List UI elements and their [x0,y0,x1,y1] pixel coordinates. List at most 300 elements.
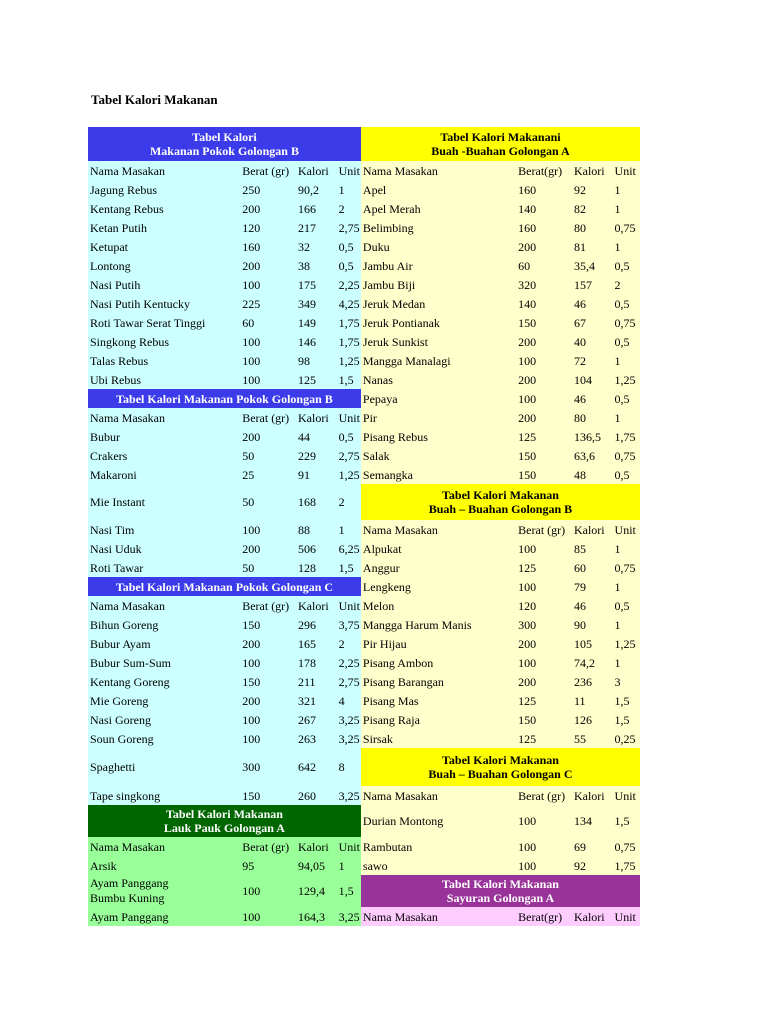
right-cell: Duku [361,237,516,256]
right-cell: 60 [516,256,572,275]
left-cell: 200 [240,427,296,446]
left-cell: 100 [240,710,296,729]
left-cell: 2,75 [337,446,361,465]
left-cell: 321 [296,691,337,710]
section-header-line: Tabel Kalori Makanan [166,807,283,821]
table-row [88,875,640,907]
left-cell: 225 [240,294,296,313]
left-cell: 8 [337,748,361,786]
table-row [88,427,640,446]
right-cell: Kalori [572,520,613,539]
table-row [88,577,640,596]
left-cell: 91 [296,465,337,484]
right-cell: 125 [516,427,572,446]
right-cell: 100 [516,856,572,875]
right-cell: 150 [516,710,572,729]
table-row [88,370,640,389]
right-cell: 1 [613,577,640,596]
left-section-header [88,127,361,161]
right-cell: 1 [613,180,640,199]
right-cell: 46 [572,294,613,313]
left-cell: Ayam Panggang [88,907,240,926]
right-cell: 1,25 [613,634,640,653]
right-cell: Apel [361,180,516,199]
left-cell: 300 [240,748,296,786]
right-cell: 150 [516,446,572,465]
left-cell: 100 [240,520,296,539]
left-cell: Unit [337,161,361,180]
right-cell: Anggur [361,558,516,577]
right-cell: 0,5 [613,596,640,615]
left-cell: 217 [296,218,337,237]
right-cell: Pisang Rebus [361,427,516,446]
right-cell: Sirsak [361,729,516,748]
left-cell: 50 [240,446,296,465]
left-cell: Nasi Putih [88,275,240,294]
left-cell: Unit [337,596,361,615]
section-header-line: Buah – Buahan Golongan B [428,502,573,516]
right-cell: 1,5 [613,691,640,710]
table-row [88,180,640,199]
right-cell: Berat (gr) [516,520,572,539]
right-section-header [361,127,640,161]
right-cell: Kalori [572,786,613,805]
left-cell: Bihun Goreng [88,615,240,634]
section-header-line: Buah -Buahan Golongan A [431,144,570,158]
table-row [88,748,640,786]
left-cell: 166 [296,199,337,218]
right-cell: 46 [572,389,613,408]
right-cell: 157 [572,275,613,294]
section-header-line: Tabel Kalori Makanan [442,877,559,891]
right-cell: 200 [516,634,572,653]
table-row [88,256,640,275]
right-cell: 0,5 [613,465,640,484]
left-cell: Unit [337,408,361,427]
left-cell: 50 [240,484,296,520]
left-cell: 1,5 [337,558,361,577]
right-cell: 134 [572,805,613,837]
left-cell: 200 [240,539,296,558]
table-row [88,237,640,256]
right-cell: Nanas [361,370,516,389]
left-cell: Crakers [88,446,240,465]
right-cell: 11 [572,691,613,710]
table-row [88,596,640,615]
section-header-line: Tabel Kalori Makanan [442,753,559,767]
table-row [88,907,640,926]
right-cell: 0,75 [613,837,640,856]
section-header-line: Sayuran Golongan A [446,891,555,905]
table-row [88,837,640,856]
right-cell: 136,5 [572,427,613,446]
right-cell: 55 [572,729,613,748]
left-cell: 100 [240,653,296,672]
left-cell: 100 [240,370,296,389]
section-header-line: Tabel Kalori Makanan Pokok Golongan B [116,391,333,406]
left-cell: 100 [240,351,296,370]
right-cell: 1 [613,653,640,672]
right-cell: 1 [613,615,640,634]
table-row [88,294,640,313]
right-cell: 0,5 [613,294,640,313]
left-cell: 4,25 [337,294,361,313]
table-row [88,856,640,875]
section-header-line: Tabel Kalori [192,130,257,144]
left-cell: 168 [296,484,337,520]
right-cell: 1,75 [613,856,640,875]
right-cell: 1,25 [613,370,640,389]
right-cell: 1 [613,237,640,256]
left-cell: 3,25 [337,786,361,805]
left-cell: Nama Masakan [88,596,240,615]
left-cell: Arsik [88,856,240,875]
right-cell: 100 [516,577,572,596]
left-cell: 1,75 [337,313,361,332]
left-cell: 3,25 [337,907,361,926]
right-cell: 85 [572,539,613,558]
right-cell: 120 [516,596,572,615]
page-title: Tabel Kalori Makanan [91,92,218,107]
right-cell: 82 [572,199,613,218]
left-cell: 120 [240,218,296,237]
right-cell: Apel Merah [361,199,516,218]
table-row [88,446,640,465]
left-cell: Nama Masakan [88,161,240,180]
right-cell: 1,5 [613,710,640,729]
table-row [88,275,640,294]
left-cell: Mie Goreng [88,691,240,710]
left-cell: 2 [337,484,361,520]
left-cell: 3,75 [337,615,361,634]
right-cell: 100 [516,805,572,837]
right-cell: 140 [516,294,572,313]
left-cell: 164,3 [296,907,337,926]
section-header-line: Tabel Kalori Makanani [440,130,561,144]
right-cell: 0,5 [613,256,640,275]
right-cell: 92 [572,180,613,199]
right-cell: 126 [572,710,613,729]
table-row [88,615,640,634]
left-cell: Berat (gr) [240,161,296,180]
left-cell: 4 [337,691,361,710]
right-cell: sawo [361,856,516,875]
table-row [88,161,640,180]
left-cell: Spaghetti [88,748,240,786]
left-cell: 1 [337,520,361,539]
left-cell: Bubur Sum-Sum [88,653,240,672]
right-cell: 63,6 [572,446,613,465]
left-cell: 1,75 [337,332,361,351]
left-cell: 178 [296,653,337,672]
left-cell: Jagung Rebus [88,180,240,199]
right-cell: Berat(gr) [516,161,572,180]
right-cell: 300 [516,615,572,634]
left-cell: 642 [296,748,337,786]
right-cell: Pir [361,408,516,427]
left-cell: Roti Tawar Serat Tinggi [88,313,240,332]
left-cell: 263 [296,729,337,748]
right-cell: 236 [572,672,613,691]
right-cell: 92 [572,856,613,875]
left-cell: Berat (gr) [240,596,296,615]
right-cell: Nama Masakan [361,161,516,180]
table-row [88,484,640,520]
left-cell: 38 [296,256,337,275]
left-cell: 200 [240,691,296,710]
left-cell: 2,75 [337,672,361,691]
right-cell: 35,4 [572,256,613,275]
table-row [88,805,640,837]
right-cell: 1 [613,199,640,218]
right-cell: Pisang Raja [361,710,516,729]
table-row [88,218,640,237]
left-cell: 100 [240,729,296,748]
right-cell: 1 [613,539,640,558]
left-cell: 1,25 [337,465,361,484]
right-cell: Jeruk Medan [361,294,516,313]
left-cell: 129,4 [296,875,337,907]
left-cell: 150 [240,615,296,634]
section-header-line: Lauk Pauk Golongan A [163,821,285,835]
right-cell: 0,75 [613,558,640,577]
right-cell: 105 [572,634,613,653]
right-cell: 200 [516,237,572,256]
table-row [88,313,640,332]
left-cell: Kalori [296,161,337,180]
right-cell: Mangga Harum Manis [361,615,516,634]
table-row [88,408,640,427]
right-cell: Salak [361,446,516,465]
left-cell: 2 [337,634,361,653]
left-section-header [88,389,361,408]
left-cell: 25 [240,465,296,484]
table-row [88,127,640,161]
right-cell: Unit [613,786,640,805]
right-cell: Durian Montong [361,805,516,837]
right-cell: 150 [516,313,572,332]
table-row [88,389,640,408]
right-cell: Alpukat [361,539,516,558]
left-cell: Nasi Putih Kentucky [88,294,240,313]
left-cell: 44 [296,427,337,446]
right-cell: Nama Masakan [361,786,516,805]
right-section-header [361,484,640,520]
right-cell: Berat(gr) [516,907,572,926]
left-section-header [88,805,361,837]
left-cell: 94,05 [296,856,337,875]
table-row [88,351,640,370]
right-cell: Belimbing [361,218,516,237]
table-row [88,465,640,484]
right-cell: 140 [516,199,572,218]
right-cell: 2 [613,275,640,294]
left-cell: 211 [296,672,337,691]
right-cell: Pir Hijau [361,634,516,653]
right-cell: 150 [516,465,572,484]
table-row [88,520,640,539]
right-cell: 160 [516,180,572,199]
right-cell: 46 [572,596,613,615]
left-cell: 267 [296,710,337,729]
right-cell: 0,75 [613,446,640,465]
left-cell: 100 [240,275,296,294]
left-cell: 32 [296,237,337,256]
table-row [88,710,640,729]
left-cell: 200 [240,634,296,653]
right-cell: 100 [516,389,572,408]
left-cell: 260 [296,786,337,805]
table-row [88,558,640,577]
left-cell: Mie Instant [88,484,240,520]
left-cell: 146 [296,332,337,351]
left-cell: 100 [240,875,296,907]
left-cell: Ketan Putih [88,218,240,237]
right-cell: 0,5 [613,332,640,351]
left-cell: Kalori [296,837,337,856]
left-cell: 1 [337,856,361,875]
right-cell: 3 [613,672,640,691]
left-cell: 149 [296,313,337,332]
left-cell: 0,5 [337,427,361,446]
left-section-header [88,577,361,596]
left-cell: 160 [240,237,296,256]
table-row [88,539,640,558]
right-cell: Lengkeng [361,577,516,596]
left-cell: Berat (gr) [240,408,296,427]
left-cell: 229 [296,446,337,465]
left-cell: Kentang Goreng [88,672,240,691]
right-cell: 0,25 [613,729,640,748]
right-cell: 125 [516,691,572,710]
table-row [88,729,640,748]
left-cell: Nasi Tim [88,520,240,539]
left-cell: Nama Masakan [88,837,240,856]
right-section-header [361,748,640,786]
left-cell: Nasi Goreng [88,710,240,729]
section-header-line: Makanan Pokok Golongan B [149,144,299,158]
right-cell: 125 [516,729,572,748]
left-cell: 88 [296,520,337,539]
right-cell: Mangga Manalagi [361,351,516,370]
right-cell: 104 [572,370,613,389]
right-cell: Berat (gr) [516,786,572,805]
right-cell: 81 [572,237,613,256]
right-cell: 1,5 [613,805,640,837]
right-cell: Kalori [572,907,613,926]
right-cell: Jeruk Pontianak [361,313,516,332]
left-cell: 2,25 [337,653,361,672]
left-cell: 150 [240,786,296,805]
right-cell: 74,2 [572,653,613,672]
left-cell: 50 [240,558,296,577]
right-cell: Rambutan [361,837,516,856]
left-cell: 100 [240,332,296,351]
right-cell: Nama Masakan [361,907,516,926]
right-cell: 200 [516,370,572,389]
right-cell: Jambu Air [361,256,516,275]
left-cell: 175 [296,275,337,294]
right-cell: 100 [516,837,572,856]
left-cell: 125 [296,370,337,389]
left-cell: Bubur [88,427,240,446]
table-row [88,332,640,351]
right-cell: 0,5 [613,389,640,408]
left-cell: 60 [240,313,296,332]
left-cell: 349 [296,294,337,313]
right-cell: 79 [572,577,613,596]
left-cell: 2,25 [337,275,361,294]
table-row [88,691,640,710]
right-cell: 100 [516,351,572,370]
left-cell: Kentang Rebus [88,199,240,218]
right-cell: 200 [516,332,572,351]
left-cell: 3,25 [337,729,361,748]
table-row [88,653,640,672]
right-cell: 1 [613,351,640,370]
left-cell: Soun Goreng [88,729,240,748]
right-cell: Pisang Barangan [361,672,516,691]
left-cell: Unit [337,837,361,856]
right-cell: Nama Masakan [361,520,516,539]
left-cell: 1 [337,180,361,199]
left-cell: 90,2 [296,180,337,199]
right-cell: Unit [613,907,640,926]
left-cell: Kalori [296,596,337,615]
left-cell: 165 [296,634,337,653]
section-header-line: Buah – Buahan Golongan C [428,767,573,781]
right-cell: 0,75 [613,313,640,332]
right-cell: 100 [516,653,572,672]
right-cell: Semangka [361,465,516,484]
left-cell: 296 [296,615,337,634]
left-cell: 6,25 [337,539,361,558]
left-cell: 250 [240,180,296,199]
right-cell: 80 [572,218,613,237]
right-cell: 0,75 [613,218,640,237]
left-cell: Tape singkong [88,786,240,805]
left-cell: Lontong [88,256,240,275]
right-section-header [361,875,640,907]
left-cell: Talas Rebus [88,351,240,370]
left-cell: 128 [296,558,337,577]
left-cell: Nama Masakan [88,408,240,427]
right-cell: 125 [516,558,572,577]
right-cell: Kalori [572,161,613,180]
left-cell: 3,25 [337,710,361,729]
left-cell: Makaroni [88,465,240,484]
table-row [88,199,640,218]
right-cell: Jeruk Sunkist [361,332,516,351]
left-cell: 1,5 [337,370,361,389]
right-cell: 200 [516,408,572,427]
left-cell: 95 [240,856,296,875]
left-cell: Roti Tawar [88,558,240,577]
left-cell: 100 [240,907,296,926]
right-cell: 67 [572,313,613,332]
right-cell: Jambu Biji [361,275,516,294]
right-cell: 1,75 [613,427,640,446]
left-cell: Ubi Rebus [88,370,240,389]
right-cell: Melon [361,596,516,615]
left-cell: 2 [337,199,361,218]
left-cell: 150 [240,672,296,691]
right-cell: Unit [613,161,640,180]
right-cell: 80 [572,408,613,427]
left-cell: 0,5 [337,237,361,256]
right-cell: 48 [572,465,613,484]
table-row [88,634,640,653]
